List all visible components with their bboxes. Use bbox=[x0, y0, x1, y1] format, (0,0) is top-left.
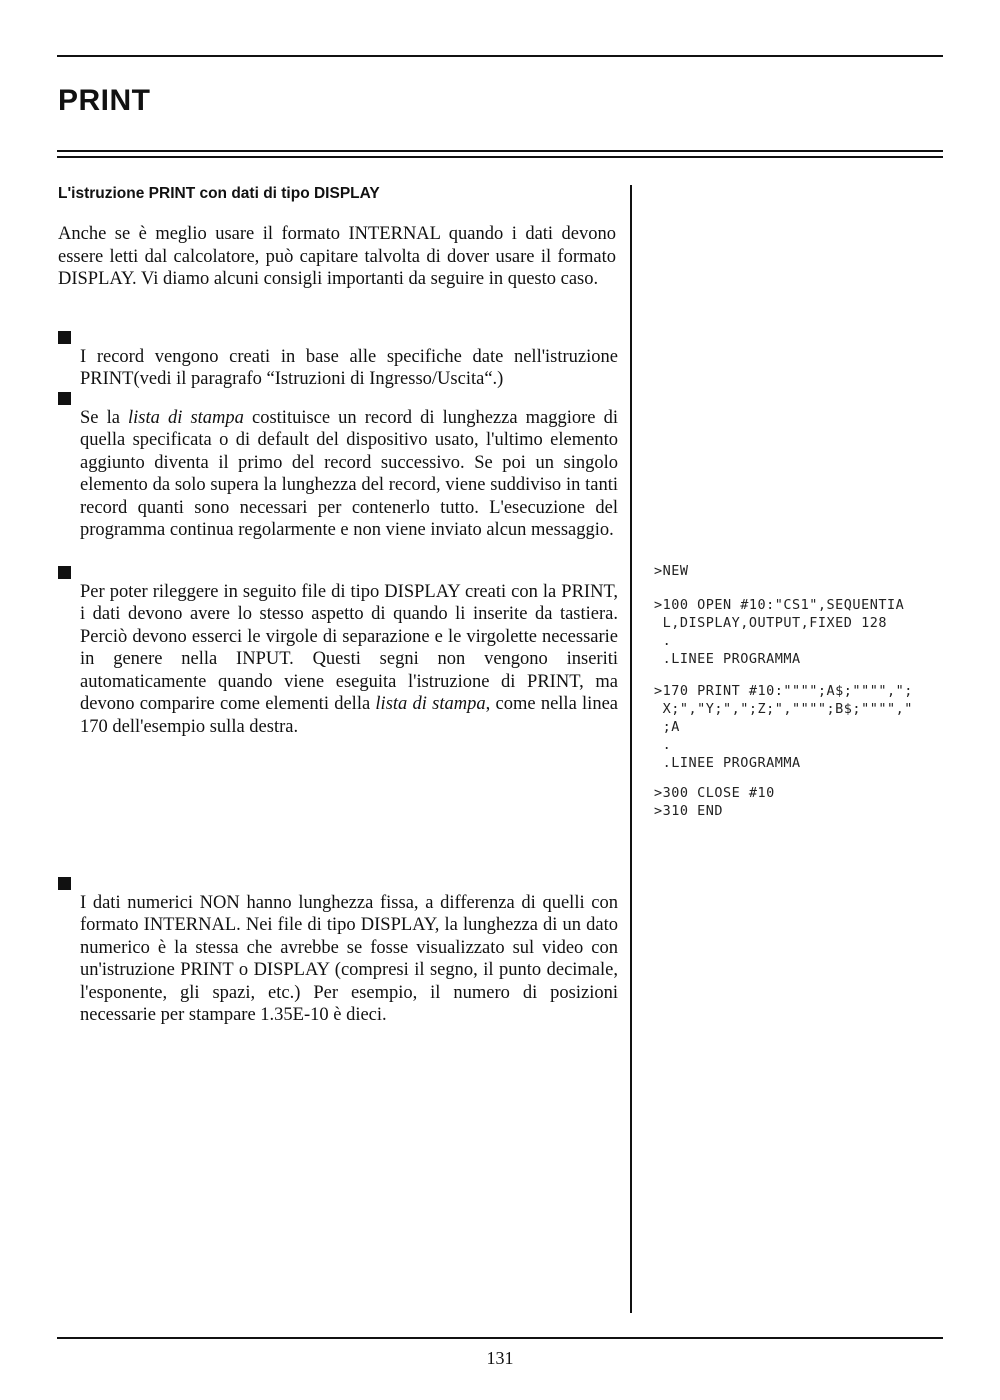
bullet-text-end: costituisce un record di lunghezza maggiore di quella specificata o di default del dispositivo usato, l'ultimo elemento aggiunto diventa il primo del record successivo. Se poi un singolo elemento da solo supera la lunghezza del record, viene suddiviso in tanti record quanti sono necessari per contenerlo tutto. L'esecuzione del programma continua regolarmente e non viene inviato alcun messaggio. bbox=[80, 407, 618, 541]
bullet-item bbox=[58, 388, 618, 561]
code-line-100: >100 OPEN #10:"CS1",SEQUENTIA L,DISPLAY,OUTPUT,FIXED 128 bbox=[654, 597, 905, 631]
bullet-square-icon bbox=[58, 392, 71, 405]
code-line-170: >170 PRINT #10:"""";A$;"""","; X;","Y;",";Z;","""";B$;""""," ;A bbox=[654, 683, 913, 735]
code-line-300: >300 CLOSE #10 bbox=[654, 785, 775, 801]
bullet-item bbox=[58, 562, 618, 757]
code-line-310: >310 END bbox=[654, 803, 724, 819]
bullet-text-emphasis: lista di stampa bbox=[375, 694, 486, 715]
bullet-square-icon bbox=[58, 566, 71, 579]
title-double-rule-lower bbox=[57, 156, 943, 158]
page-number: 131 bbox=[486, 1348, 514, 1368]
title-double-rule-upper bbox=[57, 150, 943, 152]
bullet-text bbox=[80, 581, 618, 739]
top-rule bbox=[57, 55, 943, 57]
bullet-text bbox=[80, 407, 618, 543]
bottom-rule bbox=[57, 1337, 943, 1339]
bullet-text-end: , come nella linea 170 dell'esempio sulla destra. bbox=[80, 694, 618, 738]
section-heading: L'istruzione PRINT con dati di tipo DISPLAY bbox=[58, 185, 380, 202]
bullet-text: I record vengono creati in base alle specifiche date nell'istruzione PRINT(vedi il paragrafo “Istruzioni di Ingresso/Uscita“.) bbox=[80, 346, 618, 390]
bullet-text-start: Se la bbox=[80, 407, 129, 428]
code-ellipsis-1: . .LINEE PROGRAMMA bbox=[662, 633, 801, 667]
code-line-new: >NEW bbox=[654, 563, 689, 579]
bullet-text: I dati numerici NON hanno lunghezza fissa, a differenza di quelli con formato INTERNAL. Nei file di tipo DISPLAY, la lunghezza di un dato numerico è la stessa che avrebbe se fosse visualizzato sul video con un'istruzione PRINT o DISPLAY (compresi il segno, il punto decimale, l'esponente, gli spazi, etc.) Per esempio, il numero di posizioni necessarie per stampare 1.35E-10 è dieci. bbox=[80, 892, 618, 1026]
bullet-text-start: Per poter rileggere in seguito file di tipo DISPLAY creati con la PRINT, i dati devono avere lo stesso aspetto di quando li inserite da tastiera. Perciò devono esserci le virgole di separazione e le virgolette necessarie in genere nella INPUT. Questi segni non vengono inseriti automaticamente quando viene eseguita l'istruzione di PRINT, ma devono comparire come elementi della bbox=[80, 581, 618, 715]
page-title: PRINT bbox=[58, 84, 151, 117]
bullet-item bbox=[58, 873, 618, 1046]
column-divider bbox=[630, 185, 632, 1313]
bullet-square-icon bbox=[58, 331, 71, 344]
code-ellipsis-2: . .LINEE PROGRAMMA bbox=[662, 737, 801, 771]
bullet-square-icon bbox=[58, 877, 71, 890]
bullet-text-emphasis: lista di stampa bbox=[128, 407, 244, 428]
intro-paragraph: Anche se è meglio usare il formato INTERNAL quando i dati devono essere letti dal calcolatore, può capitare talvolta di dover usare il formato DISPLAY. Vi diamo alcuni consigli importanti da seguire in questo caso. bbox=[58, 224, 616, 290]
